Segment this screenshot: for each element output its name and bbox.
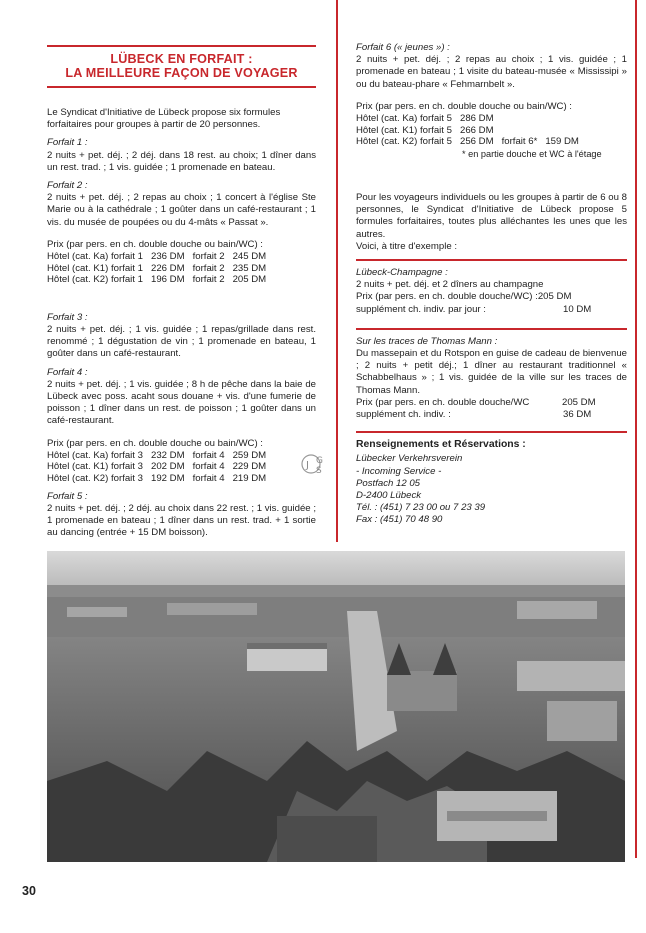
section-rule xyxy=(356,431,627,433)
table-row xyxy=(356,113,587,125)
table-cell xyxy=(502,125,546,137)
table-cell xyxy=(545,125,587,137)
table-cell: forfait 2 xyxy=(192,262,225,274)
contact-line: - Incoming Service - xyxy=(356,465,442,477)
champagne-supp-line xyxy=(356,304,627,316)
section-rule xyxy=(356,328,627,330)
table-cell: Hôtel (cat. K2) forfait 3 xyxy=(47,473,143,485)
table-cell: 286 DM xyxy=(459,113,494,125)
table-cell: Hôtel (cat. K2) forfait 1 xyxy=(47,274,143,286)
champagne-supp-label: supplément ch. indiv. par jour : xyxy=(356,303,486,315)
mann-price: 205 DM xyxy=(562,396,596,408)
mann-price-label: Prix (par pers. en ch. double douche/WC xyxy=(356,396,530,408)
forfait5-title: Forfait 5 : xyxy=(47,490,88,502)
forfait2-title: Forfait 2 : xyxy=(47,180,88,192)
table-cell: 245 DM xyxy=(232,251,267,263)
contact-line: D-2400 Lübeck xyxy=(356,490,422,502)
table-cell: forfait 2 xyxy=(192,251,225,263)
forfait2-text: 2 nuits + pet. déj. ; 2 repas au choix ; 1 concert à l'église Ste Marie ou à la cathédrale ; 1 goûter dans un café-restaurant ; 1 vis. du musée de poupées ou du 4-mâts « Passat ». xyxy=(47,192,316,228)
contact-line: Tél. : (451) 7 23 00 ou 7 23 39 xyxy=(356,502,486,514)
stamp-mark-icon xyxy=(300,451,330,477)
title-line-2: LA MEILLEURE FAÇON DE VOYAGER xyxy=(65,66,298,80)
table-cell xyxy=(502,113,546,125)
table-cell: Hôtel (cat. Ka) forfait 1 xyxy=(47,251,143,263)
prices34-header: Prix (par pers. en ch. double douche ou bain/WC) : xyxy=(47,437,263,449)
left-column xyxy=(47,45,316,539)
table-cell: forfait 4 xyxy=(192,461,225,473)
intro-text: Le Syndicat d'Initiative de Lübeck propose six formules forfaitaires pour groupes à partir de 20 personnes. xyxy=(47,107,281,131)
table-row xyxy=(47,274,274,286)
city-photo-illustration xyxy=(47,551,625,862)
table-cell: 192 DM xyxy=(150,473,185,485)
table-cell: 202 DM xyxy=(150,461,185,473)
city-aerial-photo xyxy=(47,551,625,862)
forfait4-text: 2 nuits + pet. déj. ; 1 vis. guidée ; 8 h de pêche dans la baie de Lübeck avec poss. acaht sous douane + vis. d'une fumerie de poisson ; 1 dîner dans un rest. de poisson ; 1 goûter dans un café-restaurant. xyxy=(47,378,316,427)
contact-heading: Renseignements et Réservations : xyxy=(356,439,526,451)
table-cell: Hôtel (cat. K2) forfait 5 xyxy=(356,136,452,148)
title-line-1: LÜBECK EN FORFAIT : xyxy=(110,52,253,66)
forfait4-title: Forfait 4 : xyxy=(47,366,88,378)
forfait6-title: Forfait 6 (« jeunes ») : xyxy=(356,42,450,53)
champagne-price-line xyxy=(356,291,627,303)
table-cell: 219 DM xyxy=(232,473,267,485)
forfait1-text: 2 nuits + pet. déj. ; 2 déj. dans 18 rest. au choix; 1 dîner dans un rest. trad. ; 1 vis. guidée ; 1 promenade en bateau. xyxy=(47,149,316,173)
table-row xyxy=(47,461,274,473)
table-cell: 205 DM xyxy=(232,274,267,286)
table-row xyxy=(47,473,274,485)
table-cell: Hôtel (cat. Ka) forfait 5 xyxy=(356,113,452,125)
table-row xyxy=(356,125,587,137)
article-title xyxy=(47,45,316,88)
table-cell: 232 DM xyxy=(150,449,185,461)
table-row xyxy=(47,450,274,462)
champagne-title: Lübeck-Champagne : xyxy=(356,267,448,279)
table-row xyxy=(47,251,274,263)
table-cell xyxy=(545,113,587,125)
table-cell: 226 DM xyxy=(150,262,185,274)
mann-text: Du massepain et du Rotspon en guise de cadeau de bienvenue ; 2 nuits + petit déj.; 1 dîner au restaurant traditionnel « Schabbelhaus » ; 1 vis. guidée de la ville sur les traces de Thomas Mann. xyxy=(356,348,627,396)
page-number: 30 xyxy=(22,884,36,898)
prices34-table xyxy=(47,450,274,485)
example-text: Voici, à titre d'exemple : xyxy=(356,240,458,252)
table-row xyxy=(356,136,587,148)
prices56-table xyxy=(356,113,587,148)
champagne-text: 2 nuits + pet. déj. et 2 dîners au champagne xyxy=(356,279,544,291)
champagne-price: 205 DM xyxy=(537,291,572,303)
table-cell: Hôtel (cat. Ka) forfait 3 xyxy=(47,449,143,461)
mann-supp: 36 DM xyxy=(563,409,592,421)
table-cell: Hôtel (cat. K1) forfait 5 xyxy=(356,124,452,136)
table-cell: 159 DM xyxy=(545,136,579,148)
section-rule xyxy=(356,259,627,261)
table-cell: forfait 4 xyxy=(192,449,225,461)
prices56-header: Prix (par pers. en ch. double douche ou bain/WC) : xyxy=(356,100,572,112)
mann-supp-line xyxy=(356,409,627,421)
table-cell: 266 DM xyxy=(459,124,494,136)
svg-text:G: G xyxy=(316,456,323,466)
table-cell: 236 DM xyxy=(150,251,185,263)
svg-text:J: J xyxy=(306,460,309,471)
right-red-rule xyxy=(635,0,637,858)
prices12-table xyxy=(47,251,274,286)
table-cell: 235 DM xyxy=(232,262,267,274)
forfait3-text: 2 nuits + pet. déj. ; 1 vis. guidée ; 1 repas/grillade dans rest. renommé ; 1 dégustation de vin ; 1 promenade en bateau, 1 goûter dans un café-restaurant. xyxy=(47,324,316,360)
table-cell: 259 DM xyxy=(232,449,267,461)
contact-line: Fax : (451) 70 48 90 xyxy=(356,514,443,526)
table-cell: Hôtel (cat. K1) forfait 1 xyxy=(47,262,143,274)
left-red-rule xyxy=(336,0,338,542)
table-row xyxy=(47,263,274,275)
right-column xyxy=(356,42,627,527)
table-cell: 229 DM xyxy=(232,461,267,473)
forfait5-text: 2 nuits + pet. déj. ; 2 déj. au choix dans 22 rest. ; 1 vis. guidée ; 1 promenade en bateau ; 1 dîner dans un rest. trad. + 1 sortie au dancing (entrée + 15 DM boisson). xyxy=(47,502,316,539)
champagne-price-label: Prix (par pers. en ch. double douche/WC) : xyxy=(356,291,538,303)
champagne-supp: 10 DM xyxy=(563,303,592,315)
prices12-header: Prix (par pers. en ch. double douche ou bain/WC) : xyxy=(47,238,263,250)
contact-line: Postfach 12 05 xyxy=(356,477,421,489)
table-cell: Hôtel (cat. K1) forfait 3 xyxy=(47,461,143,473)
forfait6-text: 2 nuits + pet. déj. ; 2 repas au choix ; 1 vis. guidée ; 1 promenade en bateau ; 1 visite du bateau-musée « Mississipi » ou du bateau-phare « Fehmarnbelt ». xyxy=(356,54,627,90)
table-cell: forfait 4 xyxy=(192,473,225,485)
svg-text:S: S xyxy=(316,466,322,476)
table-cell: 256 DM xyxy=(459,136,494,148)
mann-price-line xyxy=(356,397,627,409)
contact-line: Lübecker Verkehrsverein xyxy=(356,453,463,465)
table-cell: forfait 2 xyxy=(192,274,225,286)
mann-supp-label: supplément ch. indiv. : xyxy=(356,409,451,421)
table-cell: 196 DM xyxy=(150,274,185,286)
prices56-footnote: * en partie douche et WC à l'étage xyxy=(462,148,602,159)
table-cell: forfait 6* xyxy=(501,136,538,148)
forfait3-title: Forfait 3 : xyxy=(47,311,88,323)
forfait1-title: Forfait 1 : xyxy=(47,137,88,149)
mann-title: Sur les traces de Thomas Mann : xyxy=(356,335,498,347)
individual-text: Pour les voyageurs individuels ou les groupes à partir de 6 ou 8 personnes, le Syndicat d'Initiative de Lübeck propose 5 formules forfaitaires, toutes plus alléchantes les unes que les autres. xyxy=(356,192,627,240)
